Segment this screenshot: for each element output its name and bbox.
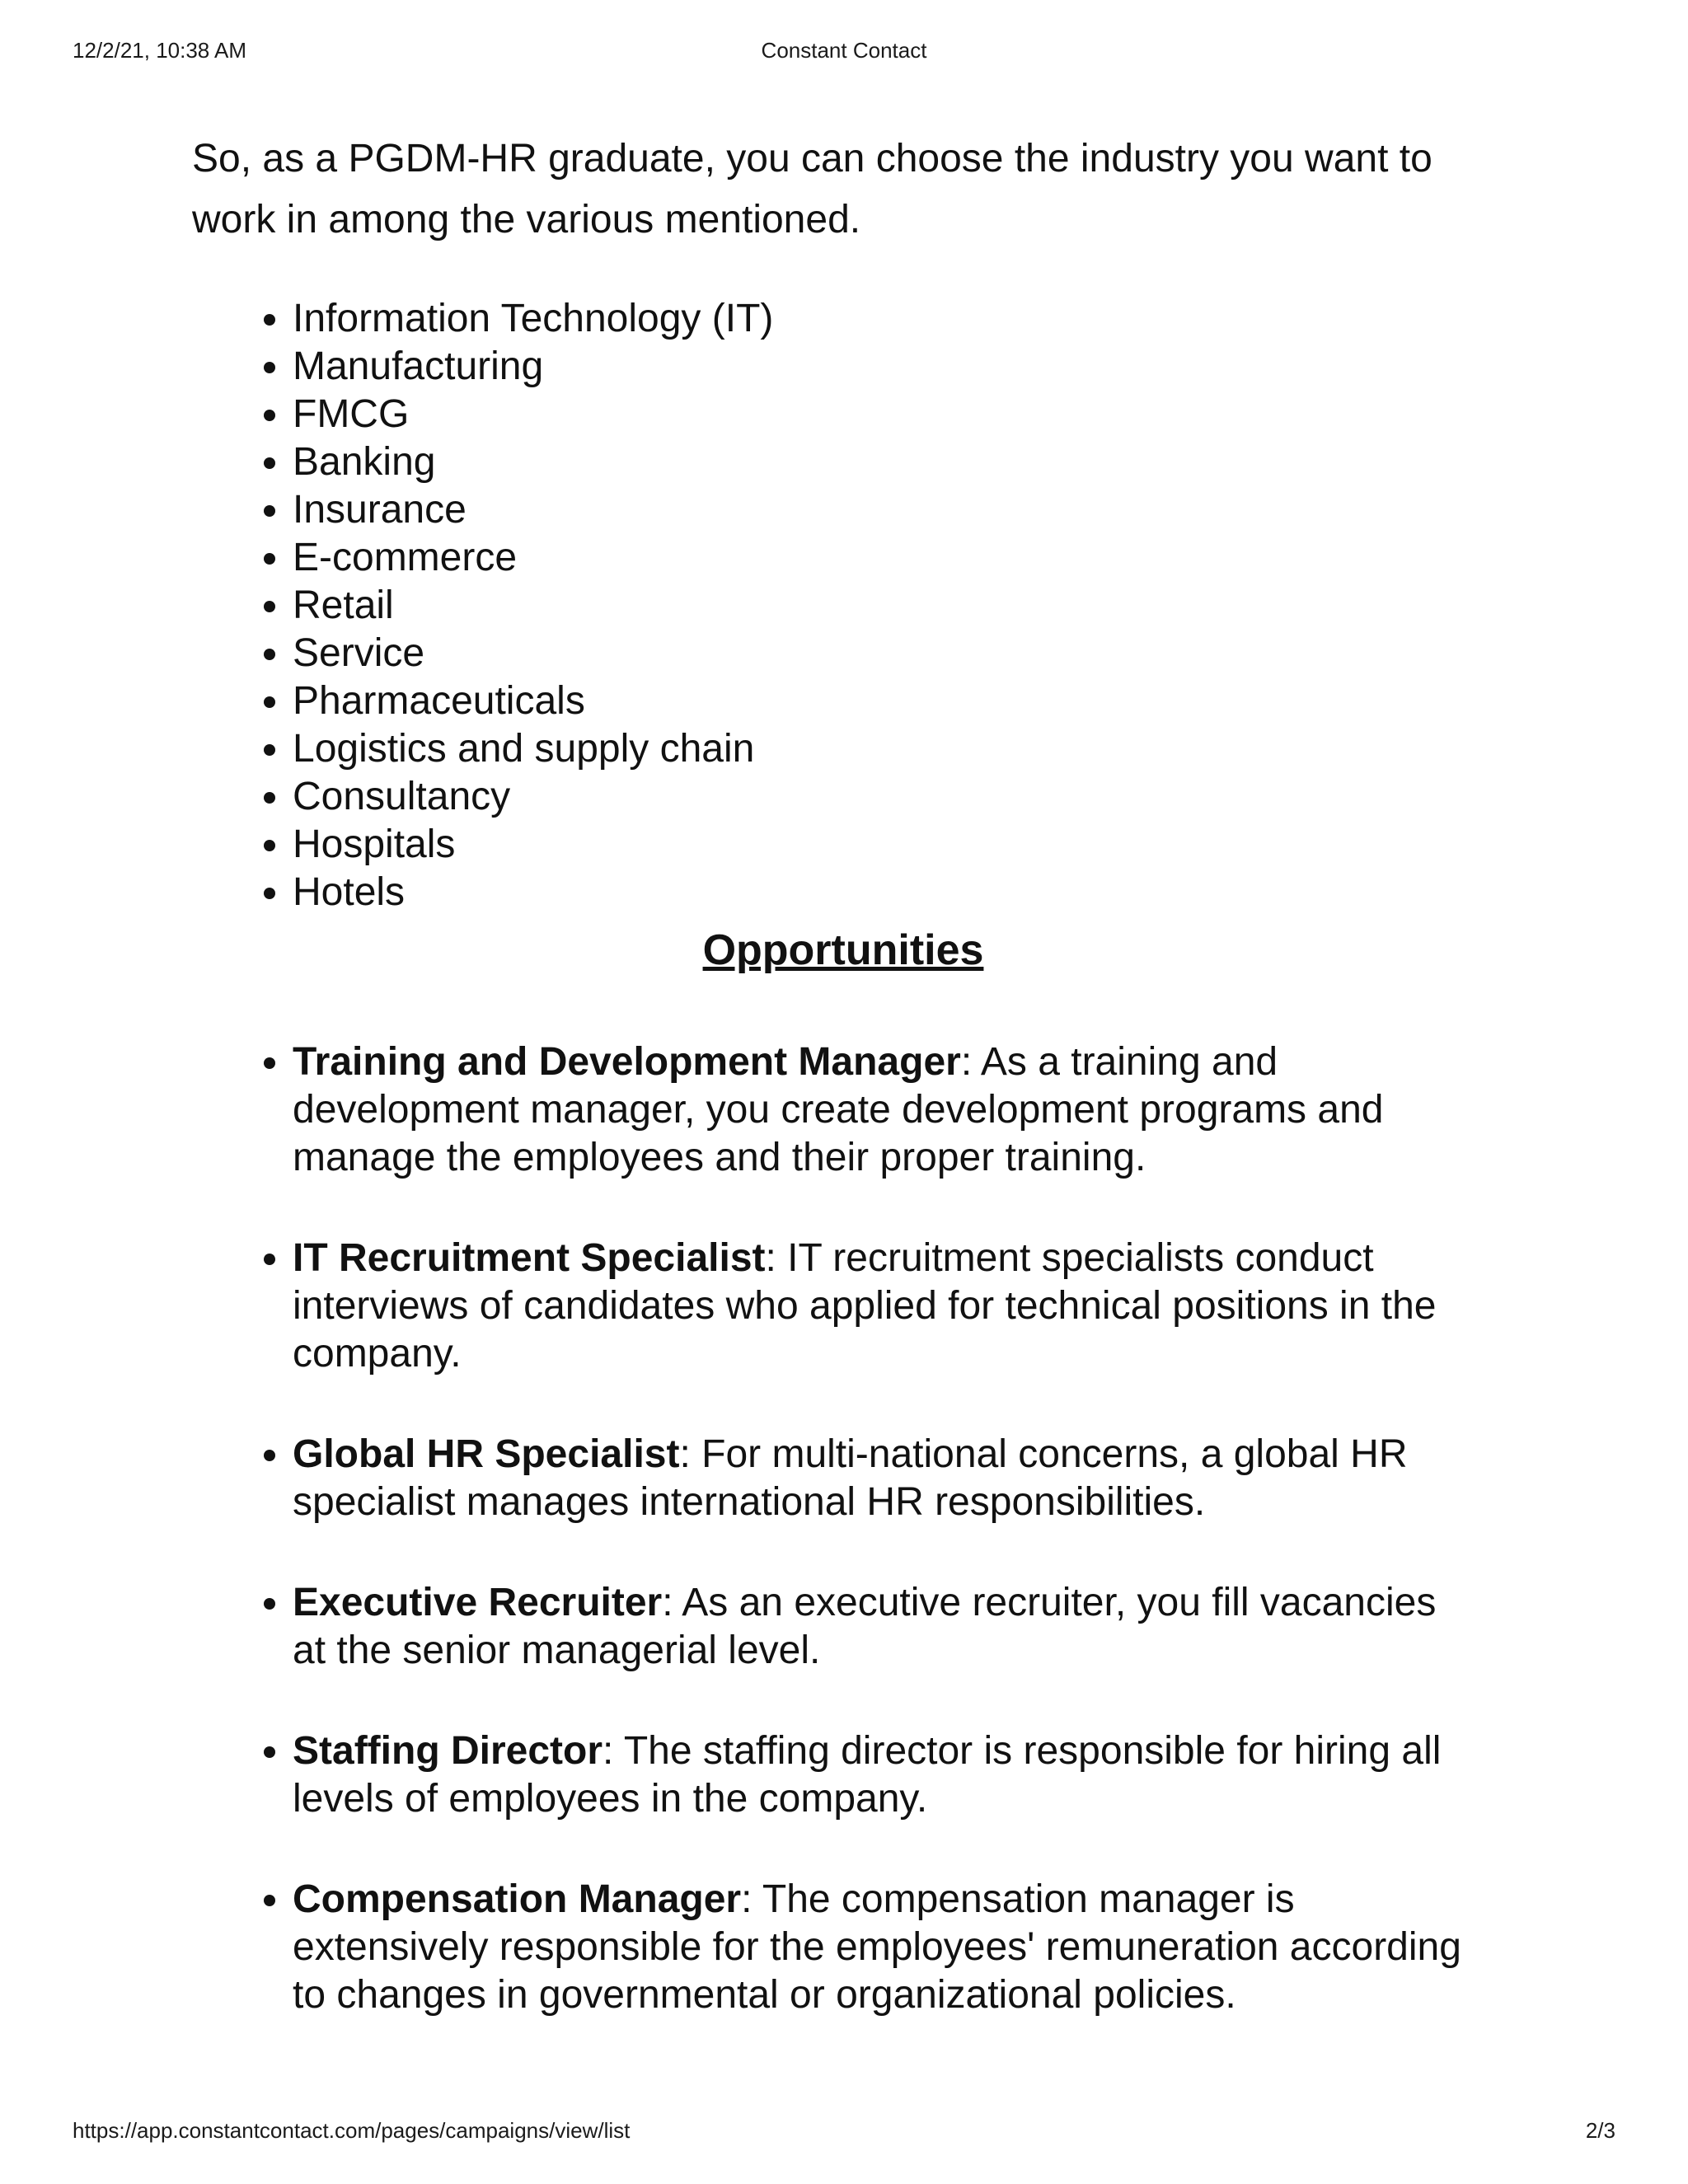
- list-item: • FMCG: [293, 391, 1511, 438]
- opportunity-role: Global HR Specialist: [293, 1432, 680, 1476]
- list-item: • Service: [293, 630, 1511, 677]
- print-page-title: Constant Contact: [761, 38, 927, 63]
- list-item: • Retail: [293, 582, 1511, 630]
- list-item: • Banking: [293, 438, 1511, 486]
- list-item: • Hotels: [293, 869, 1511, 916]
- opportunity-item: [293, 1579, 1479, 1675]
- opportunity-role: IT Recruitment Specialist: [293, 1236, 766, 1280]
- list-item: • Hospitals: [293, 821, 1511, 869]
- list-item: • Information Technology (IT): [293, 295, 1511, 343]
- opportunity-role: Training and Development Manager: [293, 1040, 961, 1084]
- opportunity-item: [293, 1235, 1479, 1378]
- email-content: [192, 129, 1511, 2019]
- opportunity-description: : As an executive recruiter, you fill vacancies at the senior managerial level.: [293, 1581, 1437, 1672]
- list-item: • Consultancy: [293, 773, 1511, 821]
- opportunity-description: : IT recruitment specialists conduct interviews of candidates who applied for technical positions in the company.: [293, 1236, 1437, 1376]
- print-timestamp: 12/2/21, 10:38 AM: [73, 38, 247, 63]
- opportunity-role: Compensation Manager: [293, 1877, 742, 1921]
- opportunity-role: Staffing Director: [293, 1729, 603, 1773]
- opportunity-description: : The staffing director is responsible for hiring all levels of employees in the company.: [293, 1729, 1442, 1821]
- list-item: • Logistics and supply chain: [293, 725, 1511, 773]
- opportunities-list: [192, 1038, 1479, 2019]
- opportunity-role: Executive Recruiter: [293, 1581, 663, 1624]
- list-item: • E-commerce: [293, 534, 1511, 582]
- opportunity-description: : For multi-national concerns, a global HR specialist manages international HR responsibilities.: [293, 1432, 1408, 1524]
- print-header: [0, 38, 1688, 71]
- intro-paragraph: So, as a PGDM-HR graduate, you can choose the industry you want to work in among the various mentioned.: [192, 137, 1432, 241]
- opportunity-item: [293, 1876, 1479, 2019]
- print-url: https://app.constantcontact.com/pages/campaigns/view/list: [73, 2118, 631, 2143]
- industries-list: [192, 295, 1511, 916]
- opportunity-description: : The compensation manager is extensively responsible for the employees' remuneration according to changes in governmental or organizational policies.: [293, 1877, 1461, 2017]
- opportunity-description: : As a training and development manager, you create development programs and manage the employees and their proper training.: [293, 1040, 1384, 1179]
- opportunity-item: [293, 1727, 1479, 1823]
- print-page-number: 2/3: [1585, 2118, 1615, 2143]
- list-item: • Insurance: [293, 486, 1511, 534]
- list-item: • Manufacturing: [293, 343, 1511, 391]
- list-item: • Pharmaceuticals: [293, 677, 1511, 725]
- print-footer: [0, 2118, 1688, 2151]
- opportunity-item: [293, 1038, 1479, 1182]
- opportunity-item: [293, 1431, 1479, 1526]
- section-heading-opportunities: Opportunities: [702, 926, 984, 974]
